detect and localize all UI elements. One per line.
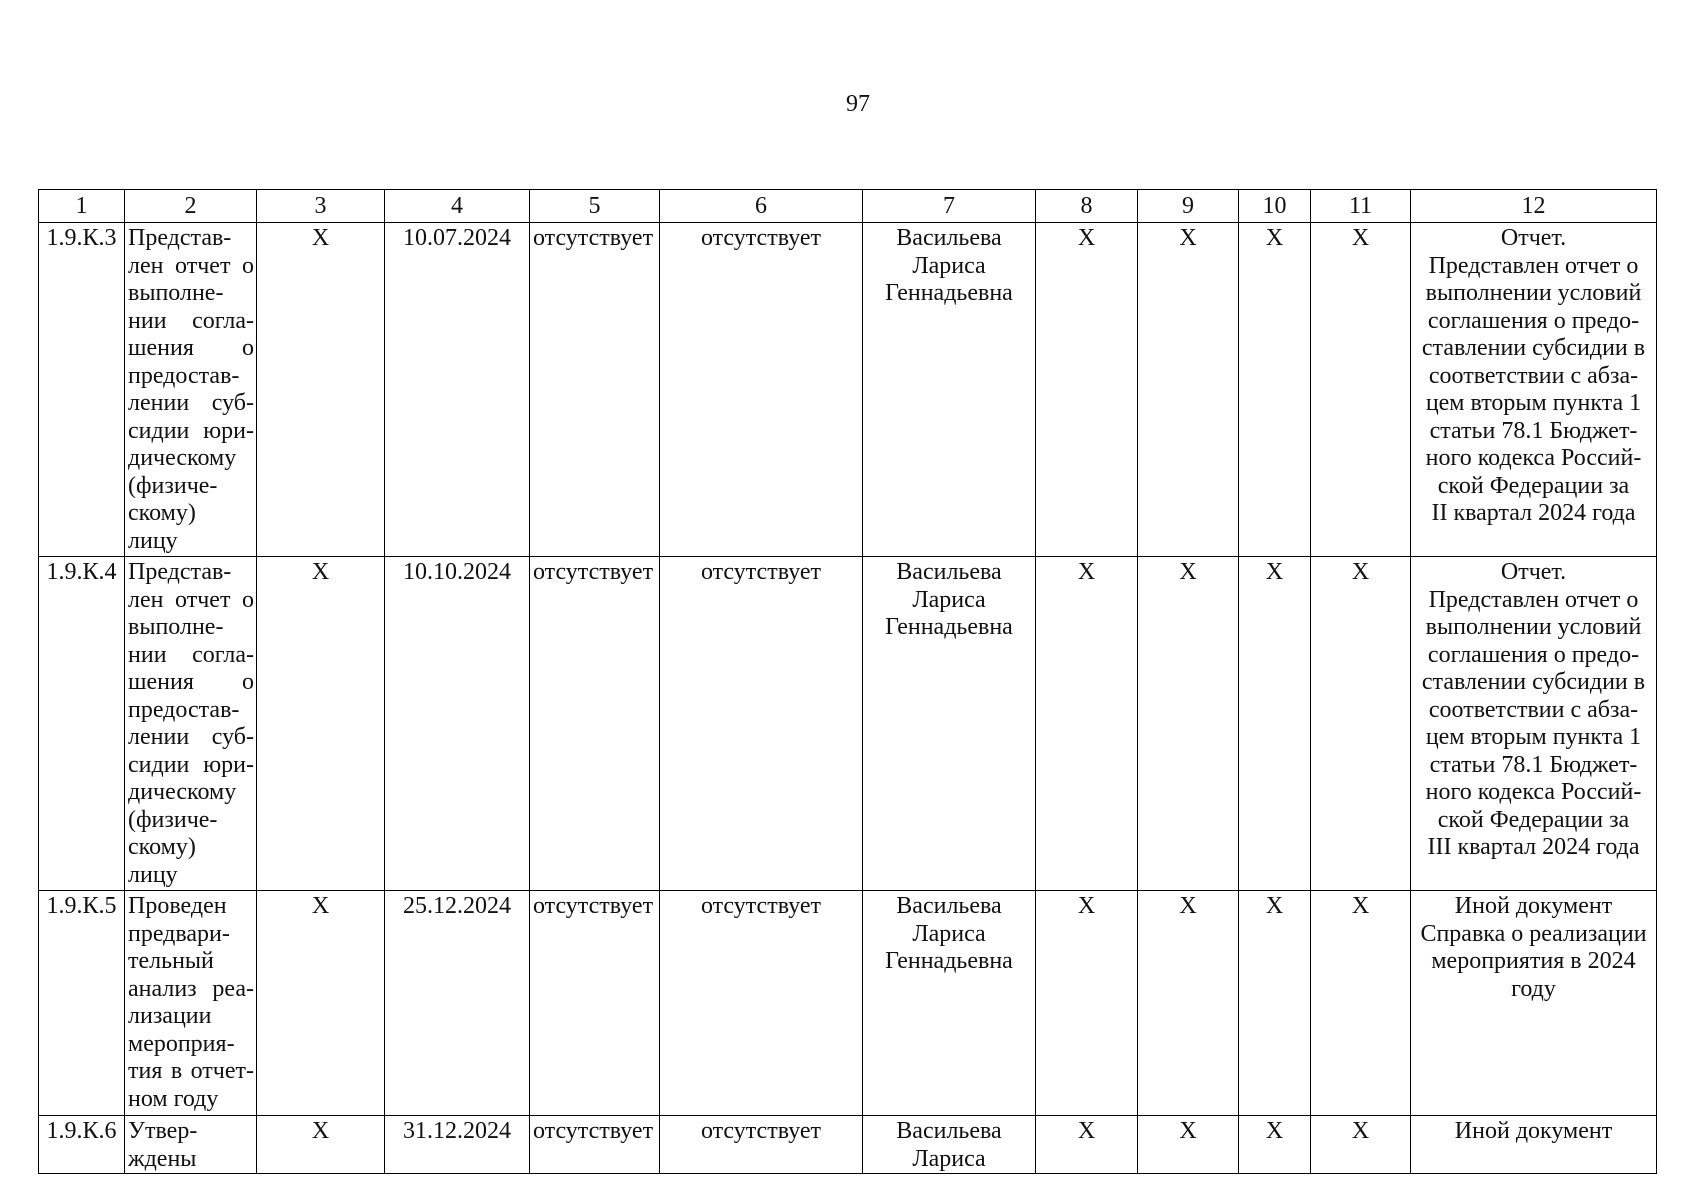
row-title-line: Проведен: [128, 893, 227, 919]
mark-col3: X: [257, 891, 385, 1116]
document-line: статьи 78.1 Бюджет-: [1429, 417, 1638, 444]
column-header-8: 8: [1036, 190, 1138, 223]
column-header-7: 7: [863, 190, 1036, 223]
row-title-line: лицу: [128, 527, 178, 554]
document-line: цем вторым пункта 1: [1425, 724, 1642, 750]
table-row: [39, 223, 1657, 557]
row-title-line: предвари-: [128, 920, 230, 947]
row-title-line: выполне-: [128, 280, 224, 306]
document-line: Отчет.: [1500, 559, 1567, 585]
mark-col11: X: [1311, 223, 1411, 557]
document-line: ставлении субсидии в: [1421, 669, 1646, 695]
row-date: 31.12.2024: [385, 1116, 530, 1174]
mark-col9: X: [1138, 891, 1239, 1116]
row-title-line: скому): [128, 500, 196, 526]
column-header-4: 4: [385, 190, 530, 223]
document-line: выполнении условий: [1425, 614, 1642, 640]
row-title-line: сидии юри-: [128, 417, 254, 444]
value-col6: отсутствует: [660, 557, 863, 891]
table-row: [39, 891, 1657, 1116]
document-cell: [1411, 1116, 1657, 1174]
value-col6: отсутствует: [660, 223, 863, 557]
table-row: [39, 1116, 1657, 1174]
row-title-line: дическому: [128, 779, 237, 805]
document-line: выполнении условий: [1425, 280, 1642, 306]
column-header-5: 5: [530, 190, 660, 223]
mark-col8: X: [1036, 557, 1138, 891]
responsible-line: Васильева: [896, 1118, 1002, 1144]
row-title-cell: [125, 557, 257, 891]
document-cell: [1411, 891, 1657, 1116]
mark-col9: X: [1138, 557, 1239, 891]
row-title-line: выполне-: [128, 614, 224, 640]
responsible-cell: [863, 1116, 1036, 1174]
header-row: [39, 190, 1657, 223]
value-col6: отсутствует: [660, 891, 863, 1116]
responsible-line: Васильева: [896, 893, 1002, 919]
row-code: 1.9.К.4: [39, 557, 125, 891]
row-title-line: лен отчет о: [128, 586, 254, 613]
document-line: статьи 78.1 Бюджет-: [1429, 751, 1638, 778]
row-title-cell: [125, 1116, 257, 1174]
document-line: Иной документ: [1454, 893, 1613, 919]
row-code: 1.9.К.3: [39, 223, 125, 557]
row-title-line: лен отчет о: [128, 252, 254, 279]
value-col6: отсутствует: [660, 1116, 863, 1174]
document-line: Представлен отчет о: [1428, 586, 1639, 613]
document-line: Представлен отчет о: [1428, 252, 1639, 279]
document-line: Справка о реализации: [1420, 920, 1647, 947]
document-line: ного кодекса Россий-: [1425, 445, 1642, 471]
value-col5: отсутствует: [530, 223, 660, 557]
table-body: [39, 223, 1657, 1174]
document-line: мероприятия в 2024: [1431, 948, 1636, 974]
plan-table: [38, 189, 1657, 1174]
document-line: Иной документ: [1454, 1118, 1613, 1144]
mark-col11: X: [1311, 891, 1411, 1116]
responsible-line: Васильева: [896, 559, 1002, 585]
document-line: II квартал 2024 года: [1431, 500, 1636, 526]
column-header-12: 12: [1411, 190, 1657, 223]
column-header-2: 2: [125, 190, 257, 223]
document-line: соглашения о предо-: [1427, 307, 1640, 334]
document-line: Отчет.: [1500, 225, 1567, 251]
table-row: [39, 557, 1657, 891]
mark-col11: X: [1311, 1116, 1411, 1174]
column-header-9: 9: [1138, 190, 1239, 223]
row-date: 10.07.2024: [385, 223, 530, 557]
responsible-cell: [863, 557, 1036, 891]
document-line: соответствии с абза-: [1428, 362, 1639, 389]
mark-col9: X: [1138, 1116, 1239, 1174]
mark-col8: X: [1036, 223, 1138, 557]
row-title-line: шения о: [128, 335, 254, 361]
document-line: ного кодекса Россий-: [1425, 779, 1642, 805]
row-title-cell: [125, 891, 257, 1116]
row-code: 1.9.К.5: [39, 891, 125, 1116]
column-header-6: 6: [660, 190, 863, 223]
column-header-10: 10: [1239, 190, 1311, 223]
document-line: III квартал 2024 года: [1427, 834, 1640, 860]
row-title-line: тельный: [128, 948, 214, 974]
mark-col10: X: [1239, 223, 1311, 557]
row-date: 10.10.2024: [385, 557, 530, 891]
document-line: ставлении субсидии в: [1421, 335, 1646, 361]
document-line: ской Федерации за: [1437, 472, 1630, 499]
row-title-line: шения о: [128, 669, 254, 695]
responsible-line: Лариса: [912, 252, 986, 279]
row-title-line: Представ-: [128, 225, 232, 251]
row-title-line: нии согла-: [128, 307, 254, 334]
row-title-line: лении суб-: [128, 724, 254, 750]
row-title-line: лицу: [128, 861, 178, 888]
mark-col9: X: [1138, 223, 1239, 557]
value-col5: отсутствует: [530, 557, 660, 891]
column-header-11: 11: [1311, 190, 1411, 223]
mark-col10: X: [1239, 557, 1311, 891]
row-title-line: ном году: [128, 1085, 219, 1112]
mark-col3: X: [257, 557, 385, 891]
row-title-line: дическому: [128, 445, 237, 471]
mark-col8: X: [1036, 1116, 1138, 1174]
mark-col8: X: [1036, 891, 1138, 1116]
mark-col3: X: [257, 1116, 385, 1174]
row-title-line: анализ реа-: [128, 975, 254, 1002]
document-line: соглашения о предо-: [1427, 641, 1640, 668]
row-title-line: предостав-: [128, 362, 240, 389]
row-title-line: Представ-: [128, 559, 232, 585]
row-title-line: нии согла-: [128, 641, 254, 668]
row-title-line: (физиче-: [128, 806, 218, 833]
responsible-cell: [863, 891, 1036, 1116]
mark-col10: X: [1239, 1116, 1311, 1174]
document-line: цем вторым пункта 1: [1425, 390, 1642, 416]
responsible-line: Васильева: [896, 225, 1002, 251]
responsible-line: Лариса: [912, 586, 986, 613]
responsible-line: Лариса: [912, 920, 986, 947]
document-line: ской Федерации за: [1437, 806, 1630, 833]
value-col5: отсутствует: [530, 891, 660, 1116]
row-title-line: Утвер-: [128, 1118, 198, 1144]
table-header: [39, 190, 1657, 223]
value-col5: отсутствует: [530, 1116, 660, 1174]
document-cell: [1411, 557, 1657, 891]
document-cell: [1411, 223, 1657, 557]
row-title-line: сидии юри-: [128, 751, 254, 778]
row-code: 1.9.К.6: [39, 1116, 125, 1174]
row-title-line: ждены: [128, 1145, 197, 1172]
row-date: 25.12.2024: [385, 891, 530, 1116]
row-title-line: лизации: [128, 1003, 212, 1029]
page-number: 97: [846, 91, 870, 117]
mark-col10: X: [1239, 891, 1311, 1116]
row-title-line: предостав-: [128, 696, 240, 723]
mark-col11: X: [1311, 557, 1411, 891]
column-header-3: 3: [257, 190, 385, 223]
mark-col3: X: [257, 223, 385, 557]
row-title-line: мероприя-: [128, 1030, 235, 1057]
responsible-cell: [863, 223, 1036, 557]
document-line: году: [1511, 975, 1556, 1002]
responsible-line: Геннадьевна: [885, 280, 1013, 306]
responsible-line: Геннадьевна: [885, 948, 1013, 974]
row-title-line: тия в отчет-: [128, 1058, 254, 1084]
row-title-cell: [125, 223, 257, 557]
responsible-line: Лариса: [912, 1145, 986, 1172]
row-title-line: скому): [128, 834, 196, 860]
row-title-line: (физиче-: [128, 472, 218, 499]
responsible-line: Геннадьевна: [885, 614, 1013, 640]
row-title-line: лении суб-: [128, 390, 254, 416]
document-line: соответствии с абза-: [1428, 696, 1639, 723]
column-header-1: 1: [39, 190, 125, 223]
